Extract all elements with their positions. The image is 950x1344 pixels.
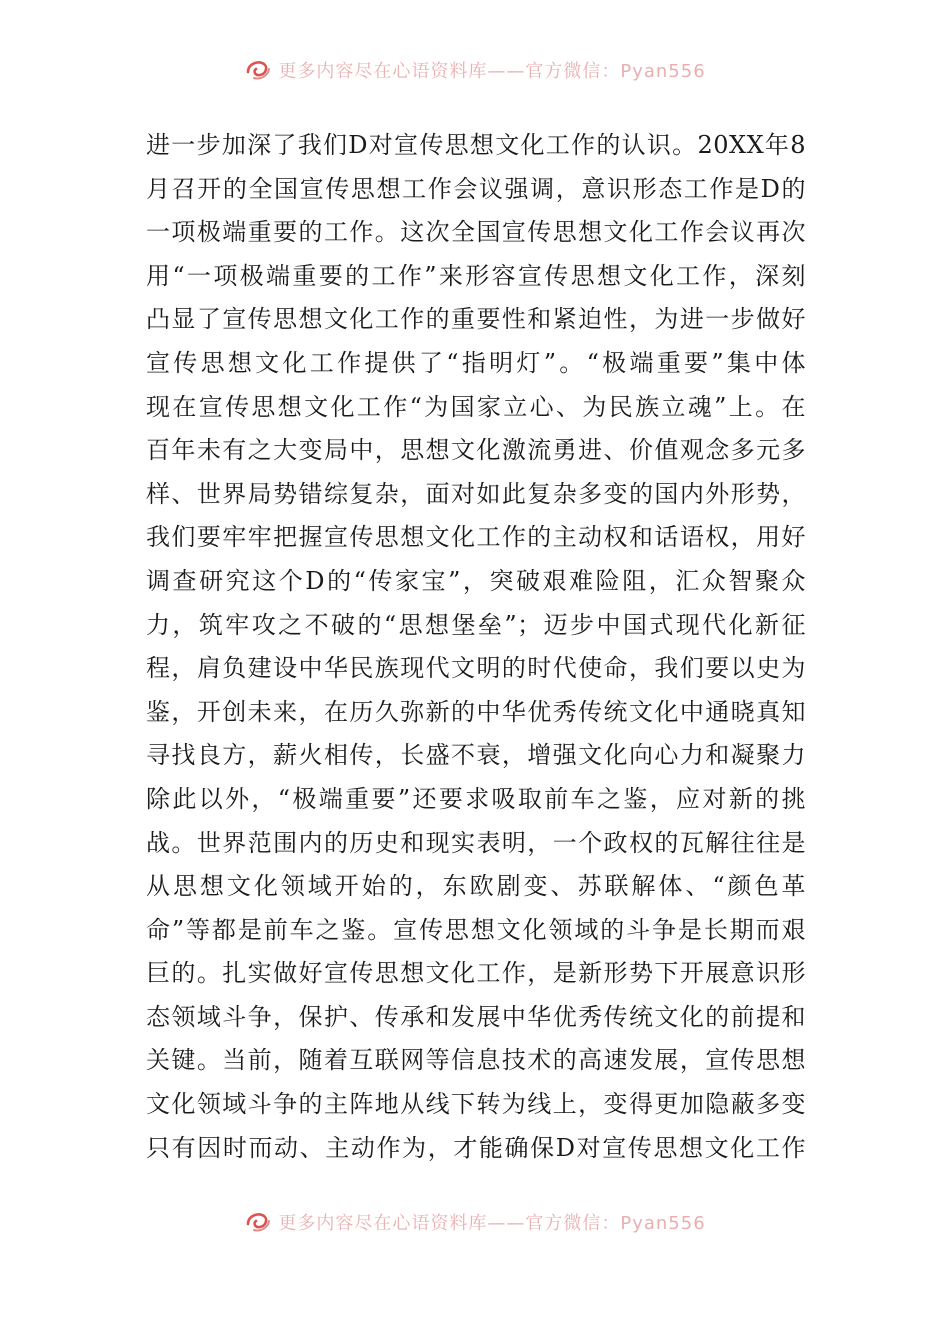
text-line: 样、世界局势错综复杂，面对如此复杂多变的国内外形势，	[146, 479, 806, 508]
text-line: 我们要牢牢把握宣传思想文化工作的主动权和话语权，用好	[146, 523, 806, 552]
text-line: 关键。当前，随着互联网等信息技术的高速发展，宣传思想	[146, 1046, 806, 1075]
text-line: 宣传思想文化工作提供了“指明灯”。“极端重要”集中体	[146, 348, 806, 377]
text-line: 寻找良方，薪火相传，长盛不衰，增强文化向心力和凝聚力	[146, 741, 806, 770]
header-watermark	[0, 50, 950, 90]
text-line: 只有因时而动、主动作为，才能确保D对宣传思想文化工作	[146, 1133, 806, 1162]
text-line: 命”等都是前车之鉴。宣传思想文化领域的斗争是长期而艰	[146, 915, 806, 944]
text-line: 除此以外，“极端重要”还要求吸取前车之鉴，应对新的挑	[146, 784, 806, 813]
text-line: 鉴，开创未来，在历久弥新的中华优秀传统文化中通晓真知	[146, 697, 806, 726]
text-line: 用“一项极端重要的工作”来形容宣传思想文化工作，深刻	[146, 261, 806, 290]
text-line: 凸显了宣传思想文化工作的重要性和紧迫性，为进一步做好	[146, 305, 806, 334]
footer-watermark	[0, 1202, 950, 1242]
watermark-text: 更多内容尽在心语资料库——官方微信：Pyan556	[278, 61, 706, 82]
text-line: 战。世界范围内的历史和现实表明，一个政权的瓦解往往是	[146, 828, 806, 857]
document-body	[146, 124, 806, 1170]
text-line: 现在宣传思想文化工作“为国家立心、为民族立魂”上。在	[146, 392, 806, 421]
text-line: 月召开的全国宣传思想工作会议强调，意识形态工作是D的	[146, 174, 806, 203]
text-line: 调查研究这个D的“传家宝”，突破艰难险阻，汇众智聚众	[146, 566, 806, 595]
text-line: 进一步加深了我们D对宣传思想文化工作的认识。20XX年8	[146, 131, 806, 159]
text-line: 文化领域斗争的主阵地从线下转为线上，变得更加隐蔽多变	[146, 1090, 806, 1119]
text-line: 程，肩负建设中华民族现代文明的时代使命，我们要以史为	[146, 654, 806, 683]
swirl-logo-icon	[244, 58, 272, 82]
watermark-text: 更多内容尽在心语资料库——官方微信：Pyan556	[278, 1213, 706, 1234]
text-line: 巨的。扎实做好宣传思想文化工作，是新形势下开展意识形	[146, 959, 806, 988]
text-line: 百年未有之大变局中，思想文化激流勇进、价值观念多元多	[146, 436, 806, 465]
text-line: 从思想文化领域开始的，东欧剧变、苏联解体、“颜色革	[146, 872, 806, 901]
swirl-logo-icon	[244, 1210, 272, 1234]
text-line: 态领域斗争，保护、传承和发展中华优秀传统文化的前提和	[146, 1002, 806, 1031]
text-line: 力，筑牢攻之不破的“思想堡垒”；迈步中国式现代化新征	[146, 610, 806, 639]
text-line: 一项极端重要的工作。这次全国宣传思想文化工作会议再次	[146, 218, 806, 247]
